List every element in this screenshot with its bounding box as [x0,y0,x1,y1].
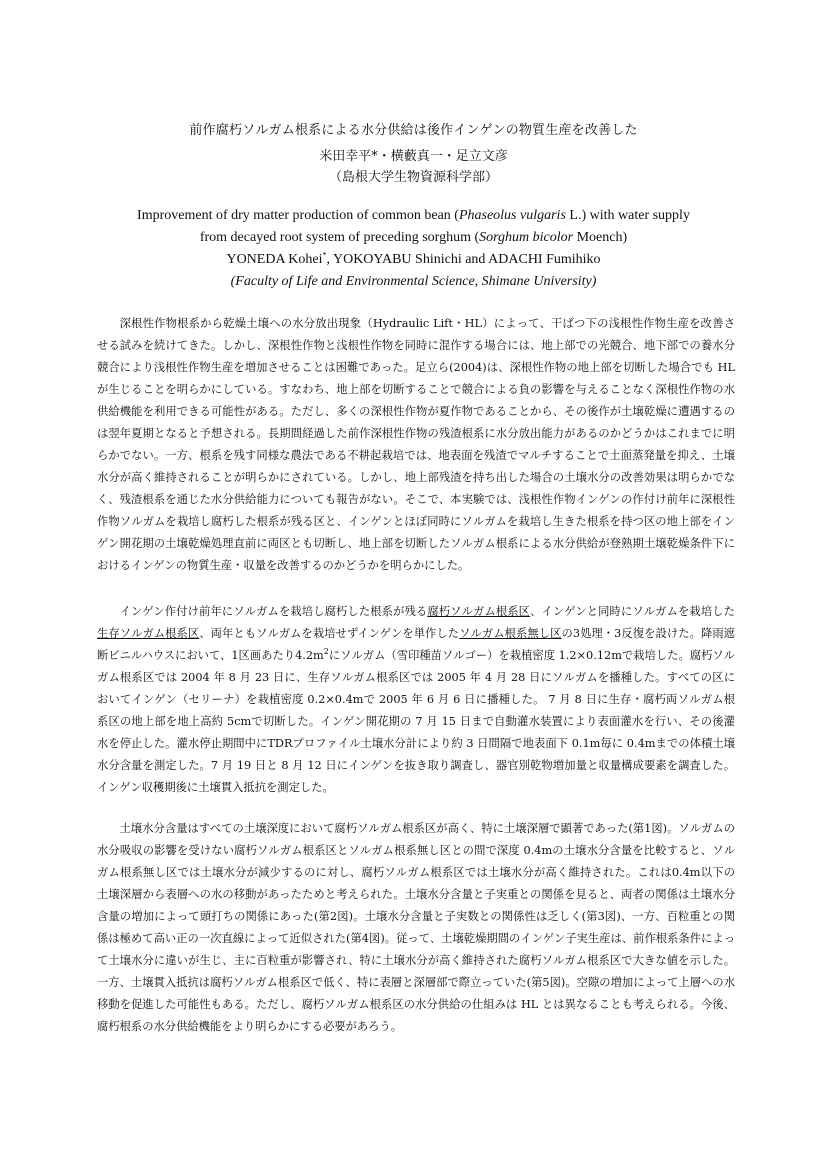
species-name-sorghum: Sorghum bicolor [479,230,574,245]
japanese-authors: 米田幸平*・横藪真一・足立文彦 [319,149,508,164]
paragraph-text [97,601,735,799]
superscript-squared: 2 [323,647,329,657]
paragraph-methods [97,601,735,799]
english-title-text: from decayed root system of preceding sorghum ( [199,230,480,245]
paragraph-results [97,818,735,1038]
species-name-phaseolus: Phaseolus vulgaris [458,208,566,223]
english-title-text: Moench) [573,230,628,245]
text-run: 、インゲンと同時にソルガムを栽培した [530,605,735,618]
english-affiliation: (Faculty of Life and Environmental Science, Shimane University) [230,274,597,289]
treatment-living-sorghum: 生存ソルガム根系区 [97,627,200,640]
text-run: インゲン作付け前年にソルガムを栽培し腐朽した根系が残る [119,605,428,618]
text-run: の3処理・3反復を設けた。降雨遮断ビニルハウスにおいて、1区画あたり4.2m [97,627,735,662]
treatment-decayed-sorghum: 腐朽ソルガム根系区 [427,605,531,618]
paragraph-text: 土壌水分含量はすべての土壌深度において腐朽ソルガム根系区が高く、特に土壌深層で顕著であった(第1図)。ソルガムの水分吸収の影響を受けない腐朽ソルガム根系区とソルガム根系無し区との間で深度 0.4mの土壌水分含量を比較すると、ソルガム根系無し区では土壌水分が減少するのに対し、腐朽ソルガム根系区では土壌水分が高く維持された。これは0.4m以下の土壌深層から表層への水の移動があったためと考えられた。土壌水分含量と子実重との関係を見ると、両者の関係は土壌水分含量の増加によって頭打ちの関係にあった(第2図)。土壌水分含量と子実数との関係性は乏しく(第3図)、一方、百粒重との関係は極めて高い正の一次直線によって近似された(第4図)。従って、土壌乾燥期間のインゲン子実生産は、前作根系条件によって土壌水分に違いが生じ、主に百粒重が影響され、特に土壌水分が高く維持された腐朽ソルガム根系区で大きな値を示した。一方、土壌貫入抵抗は腐朽ソルガム根系区で低く、特に表層と深層部で際立っていた(第5図)。空隙の増加によって上層への水移動を促進した可能性もある。ただし、腐朽ソルガム根系区の水分供給の仕組みは HL とは異なることも考えられる。今後、腐朽根系の水分供給機能をより明らかにする必要があろう。 [97,822,735,1033]
text-run: 、両年ともソルガムを栽培せずインゲンを単作した [199,627,460,640]
text-run: にソルガム（雪印種苗ソルゴー）を栽植密度 1.2×0.12mで栽培した。腐朽ソルガム根系区では 2004 年 8 月 23 日に、生存ソルガム根系区では 2005 年 4 月 28 日にソルガムを播種した。すべての区においてインゲン（セリーナ）を栽植密度 0.2×0.4mで 2005 年 6 月 6 日に播種した。 7 月 8 日に生存・腐朽両ソルガム根系区の地上部を地上高約 5cmで切断した。インゲン開花期の 7 月 15 日まで自動灌水装置により表面灌水を行い、その後灌水を停止した。灌水停止期間中にTDRプロファイル土壌水分計により約 3 日間隔で地表面下 0.1m毎に 0.4mまでの体積土壌水分含量を測定した。7 月 19 日と 8 月 12 日にインゲンを抜き取り調査し、器官別乾物増加量と収量構成要素を調査した。インゲン収穫期後に土壌貫入抵抗を測定した。 [97,649,735,794]
paragraph-text: 深根性作物根系から乾燥土壌への水分放出現象（Hydraulic Lift・HL）によって、干ばつ下の浅根性作物生産を改善させる試みを続けてきた。しかし、深根性作物と浅根性作物を同時に混作する場合には、地上部での光競合、地下部での養水分競合により浅根性作物生産を増加させることは困難であった。足立ら(2004)は、深根性作物の地上部を切断した場合でも HL が生じることを明らかにしている。すなわち、地上部を切断することで競合による負の影響を与えることなく深根性作物の水供給機能を利用できる可能性がある。ただし、多くの深根性作物が夏作物であることから、その後作が土壌乾燥に遭遇するのは翌年夏期となると予想される。長期間経過した前作深根性作物の残渣根系に水分放出能力があるのかどうかはこれまでに明らかでない。一方、根系を残す同様な農法である不耕起栽培では、地表面を残渣でマルチすることで土面蒸発量を抑え、土壌水分が高く維持されることが明らかにされている。しかし、地上部残渣を持ち出した場合の土壌水分の改善効果は明らかでなく、残渣根系を通じた水分供給能力についても報告がない。そこで、本実験では、浅根性作物インゲンの作付け前年に深根性作物ソルガムを栽培し腐朽した根系が残る区と、インゲンとほぼ同時にソルガムを栽培し生きた根系を持つ区の地上部をインゲン開花期の土壌乾燥処理直前に両区とも切断し、地上部を切断したソルガム根系による水分供給が登熟期土壌乾燥条件下におけるインゲンの物質生産・収量を改善するのかどうかを明らかにした。 [97,317,735,572]
japanese-title: 前作腐朽ソルガム根系による水分供給は後作インゲンの物質生産を改善した [189,123,638,138]
english-title-line-2 [0,230,827,246]
paragraph-introduction [97,313,735,577]
corresponding-author-mark: * [322,250,327,260]
english-title-text: L.) with water supply [565,208,690,223]
japanese-affiliation: （島根大学生物資源科学部） [328,170,498,185]
english-authors [0,252,827,268]
coauthors: , YOKOYABU Shinichi and ADACHI Fumihiko [326,252,601,267]
english-title-text: Improvement of dry matter production of common bean ( [137,208,459,223]
english-title-line-1 [0,208,827,224]
author-yoneda: YONEDA Kohei [226,252,323,267]
treatment-no-sorghum: ソルガム根系無し区 [459,627,562,640]
